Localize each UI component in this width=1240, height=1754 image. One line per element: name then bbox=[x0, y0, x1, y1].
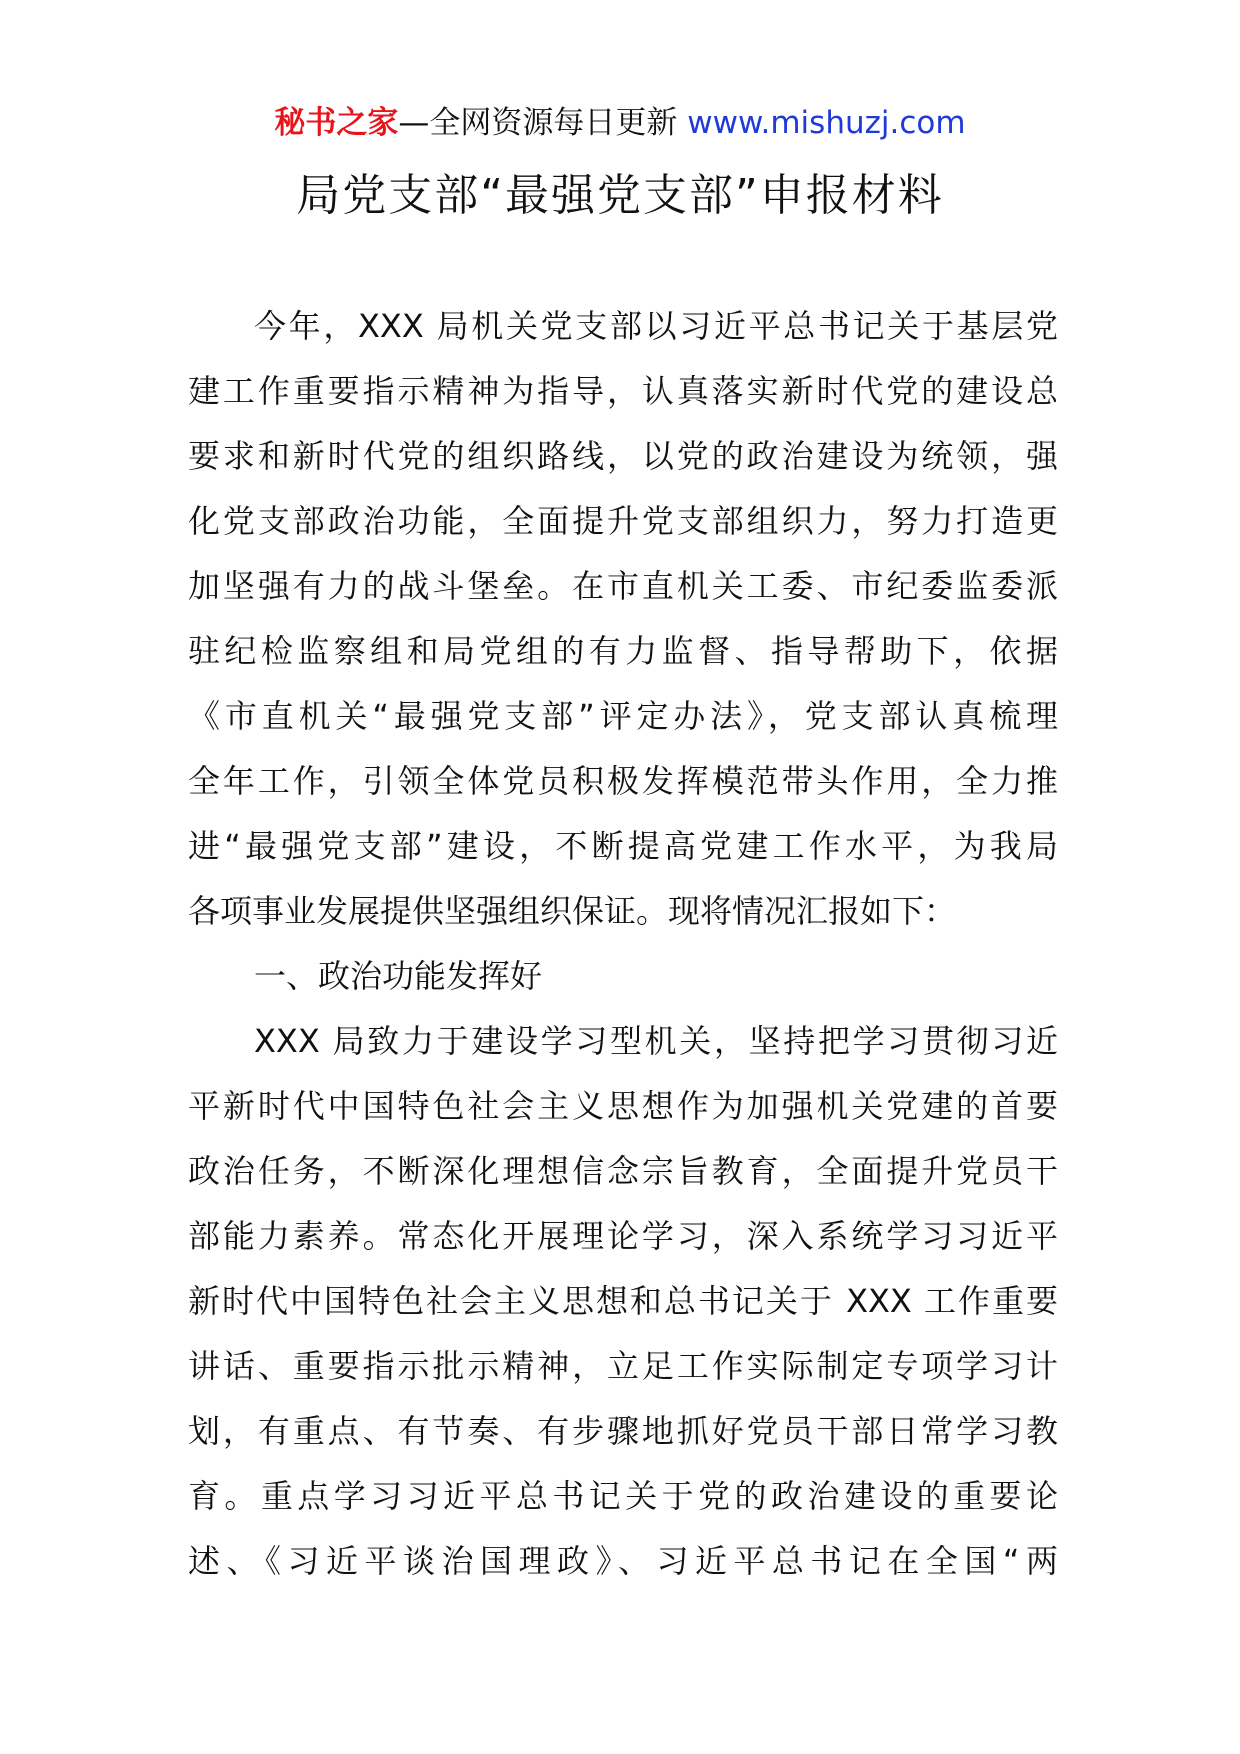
body-line: 加坚强有力的战斗堡垒。在市直机关工委、市纪委监委派 bbox=[188, 567, 1058, 605]
brand-name: 秘书之家 bbox=[274, 105, 399, 141]
body-line-section-start: XXX 局致力于建设学习型机关，坚持把学习贯彻习近 bbox=[254, 1022, 1058, 1060]
body-line: 划，有重点、有节奏、有步骤地抓好党员干部日常学习教 bbox=[188, 1412, 1058, 1450]
body-line: 驻纪检监察组和局党组的有力监督、指导帮助下，依据 bbox=[188, 632, 1058, 670]
body-line: 讲话、重要指示批示精神，立足工作实际制定专项学习计 bbox=[188, 1347, 1058, 1385]
body-line: 要求和新时代党的组织路线，以党的政治建设为统领，强 bbox=[188, 437, 1058, 475]
body-line-intro-end: 各项事业发展提供坚强组织保证。现将情况汇报如下： bbox=[188, 892, 957, 930]
document-body bbox=[188, 294, 1058, 1594]
body-line-intro-start: 今年，XXX 局机关党支部以习近平总书记关于基层党 bbox=[254, 307, 1058, 345]
body-line: 平新时代中国特色社会主义思想作为加强机关党建的首要 bbox=[188, 1087, 1058, 1125]
body-line: 部能力素养。常态化开展理论学习，深入系统学习习近平 bbox=[188, 1217, 1058, 1255]
body-line: 化党支部政治功能，全面提升党支部组织力，努力打造更 bbox=[188, 502, 1058, 540]
body-line: 进“最强党支部”建设，不断提高党建工作水平，为我局 bbox=[188, 827, 1058, 865]
body-line: 建工作重要指示精神为指导，认真落实新时代党的建设总 bbox=[188, 372, 1058, 410]
body-line: 新时代中国特色社会主义思想和总书记关于 XXX 工作重要 bbox=[188, 1282, 1058, 1320]
section-heading: 一、政治功能发挥好 bbox=[254, 957, 543, 995]
site-header bbox=[0, 100, 1240, 146]
site-url-link[interactable]: www.mishuzj.com bbox=[687, 105, 966, 141]
body-line: 政治任务，不断深化理想信念宗旨教育，全面提升党员干 bbox=[188, 1152, 1058, 1190]
header-tagline: —全网资源每日更新 bbox=[398, 105, 688, 141]
document-title: 局党支部“最强党支部”申报材料 bbox=[296, 170, 944, 221]
body-line: 育。重点学习习近平总书记关于党的政治建设的重要论 bbox=[188, 1477, 1058, 1515]
body-line: 《市直机关“最强党支部”评定办法》，党支部认真梳理 bbox=[188, 697, 1058, 735]
body-line: 全年工作，引领全体党员积极发挥模范带头作用，全力推 bbox=[188, 762, 1058, 800]
body-line: 述、《习近平谈治国理政》、习近平总书记在全国“两 bbox=[188, 1542, 1058, 1580]
